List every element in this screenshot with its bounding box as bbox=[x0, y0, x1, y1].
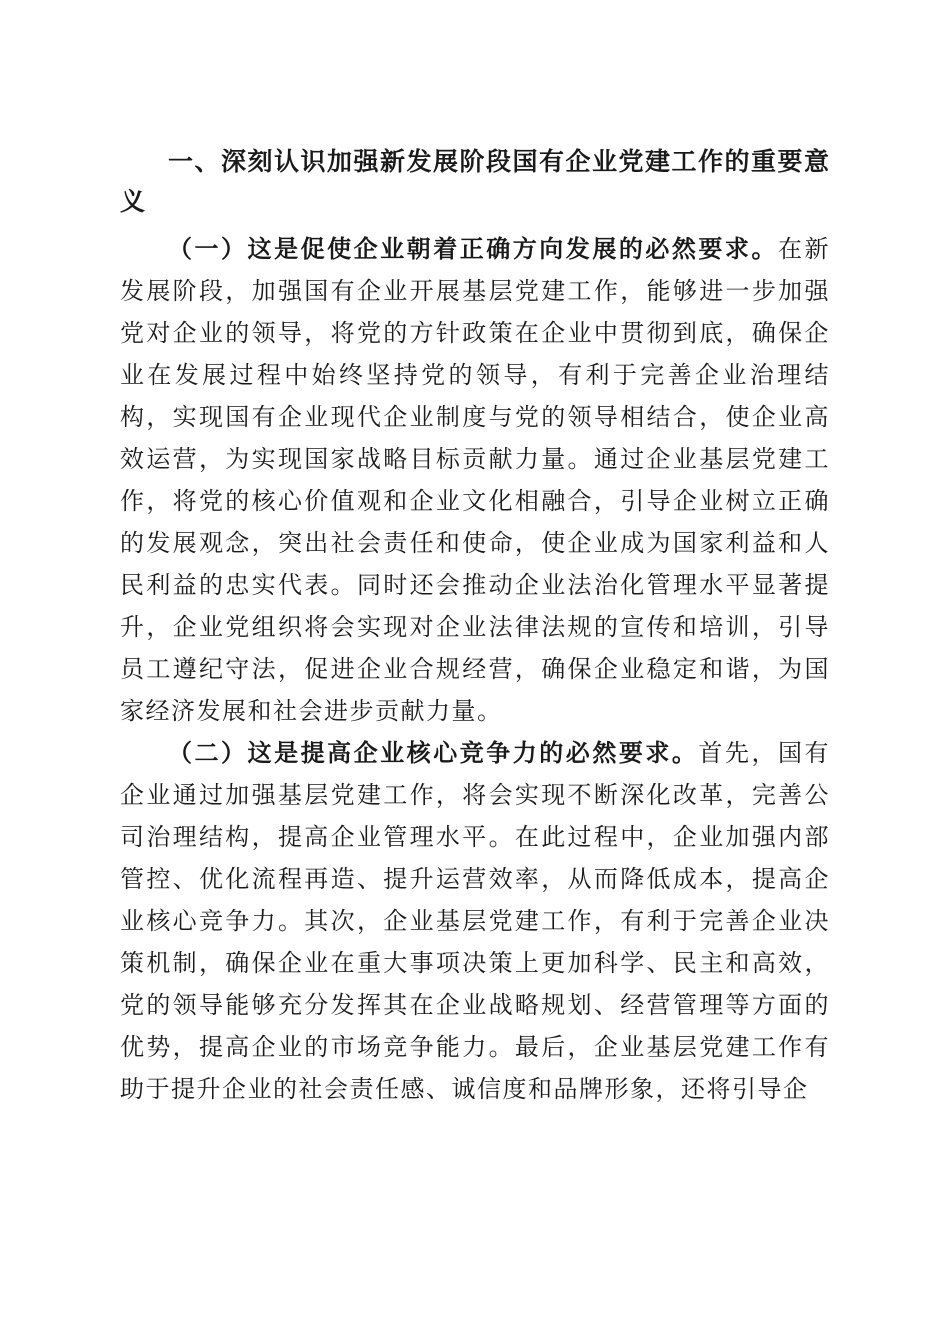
document-body bbox=[120, 142, 830, 1110]
paragraph-2 bbox=[120, 732, 830, 1110]
section-heading: 一、深刻认识加强新发展阶段国有企业党建工作的重要意义 bbox=[120, 147, 830, 216]
paragraph-1-body: 在新发展阶段，加强国有企业开展基层党建工作，能够进一步加强党对企业的领导，将党的方针政策在企业中贯彻到底，确保企业在发展过程中始终坚持党的领导，有利于完善企业治理结构，实现国有企业现代企业制度与党的领导相结合，使企业高效运营，为实现国家战略目标贡献力量。通过企业基层党建工作，将党的核心价值观和企业文化相融合，引导企业树立正确的发展观念，突出社会责任和使命，使企业成为国家利益和人民利益的忠实代表。同时还会推动企业法治化管理水平显著提升，企业党组织将会实现对企业法律法规的宣传和培训，引导员工遵纪守法，促进企业合规经营，确保企业稳定和谐，为国家经济发展和社会进步贡献力量。 bbox=[120, 235, 831, 725]
paragraph-1 bbox=[120, 228, 830, 732]
paragraph-2-lead: （二）这是提高企业核心竞争力的必然要求。 bbox=[168, 738, 699, 767]
paragraph-1-lead: （一）这是促使企业朝着正确方向发展的必然要求。 bbox=[168, 234, 778, 263]
paragraph-2-body: 首先，国有企业通过加强基层党建工作，将会实现不断深化改革，完善公司治理结构，提高企业管理水平。在此过程中，企业加强内部管控、优化流程再造、提升运营效率，从而降低成本，提高企业核心竞争力。其次，企业基层党建工作，有利于完善企业决策机制，确保企业在重大事项决策上更加科学、民主和高效，党的领导能够充分发挥其在企业战略规划、经营管理等方面的优势，提高企业的市场竞争能力。最后，企业基层党建工作有助于提升企业的社会责任感、诚信度和品牌形象，还将引导企 bbox=[120, 739, 831, 1103]
